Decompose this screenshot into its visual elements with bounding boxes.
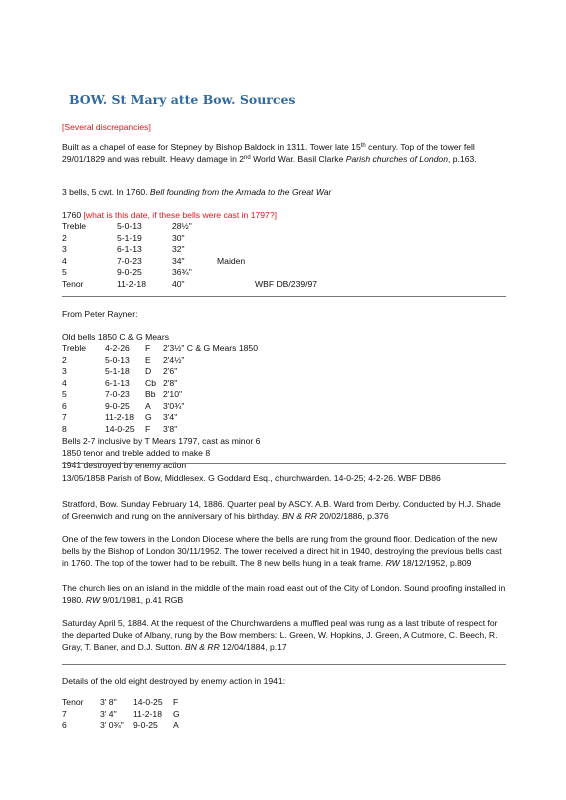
ring-1760-row-weight: 6-1-13 [117, 244, 142, 254]
rayer-row [62, 343, 258, 355]
rayer-row-weight: 5-1-18 [105, 366, 130, 376]
rayer-row-weight: 5-0-13 [105, 354, 130, 365]
entry-1884-source: BN & RR [184, 642, 220, 652]
entry-1884 [62, 617, 510, 653]
rayer-row-note: E [145, 354, 151, 365]
section-divider-3 [62, 664, 506, 665]
old-eight-row-weight: 14-0-25 [133, 697, 163, 707]
intro-book-title: Parish churches of London [345, 154, 448, 164]
intro-sup-2: nd [244, 155, 251, 161]
ring-1760-row-diam: 36¾" [172, 267, 192, 277]
ring-1760-table [62, 221, 317, 290]
old-eight-row-note: F [173, 697, 179, 707]
ring-1760-row-extra [217, 267, 317, 279]
rayer-row-note: F [145, 343, 151, 353]
ring-1760-row-weight: 9-0-25 [117, 267, 142, 277]
ring-1760-row-extra [217, 221, 317, 233]
intro-text-2: century. Top of the tower fell 29/01/1829 and was rebuilt. Heavy damage in 2 [62, 142, 475, 164]
ring-1760-section [62, 209, 510, 290]
rayer-row-diam: 2'6" [163, 366, 178, 376]
rayer-row-diam: 2'3½" C & G Mears 1850 [163, 343, 258, 353]
rayer-row-diam: 3'0¾" [163, 400, 185, 411]
rayer-table [62, 343, 258, 435]
old-eight-row-note: A [173, 720, 179, 730]
ring-1760-query: [what is this date, if these bells were cast in 1797?] [83, 210, 277, 220]
old-eight-row-diam: 3' 0¾" [100, 720, 124, 730]
ring-1760-row-bell: Treble [62, 221, 87, 231]
entry-1981-text: The church lies on an island in the middle of the main road east out of the City of London. Sound proofing installed in 1980. [62, 583, 506, 605]
rayer-row [62, 366, 258, 378]
rayer-section [62, 331, 510, 471]
rayer-foot-1: Bells 2-7 inclusive by T Mears 1797, cast as minor 6 [62, 436, 261, 446]
ring-1760-row [62, 279, 317, 291]
rayer-row-note: F [145, 423, 151, 434]
entry-1886-source: BN & RR [282, 511, 317, 521]
rayer-row-weight: 4-2-26 [105, 343, 130, 353]
ring-1760-row [62, 233, 317, 245]
ring-1760-row-bell: 4 [62, 255, 67, 266]
old-eight-row [62, 697, 180, 709]
rayer-row [62, 389, 258, 401]
ring-1760-row [62, 267, 317, 279]
rayer-subheading: Old bells 1850 C & G Mears [62, 332, 169, 342]
old-eight-row-diam: 3' 4" [100, 708, 117, 719]
rayer-row-bell: 8 [62, 423, 67, 434]
rayer-row [62, 355, 258, 367]
ring-1760-row-weight: 5-0-13 [117, 221, 142, 231]
old-eight-row-bell: 7 [62, 708, 67, 719]
entry-1952 [62, 533, 510, 569]
entry-1884-text: Saturday April 5, 1884. At the request of the Churchwardens a muffled peal was rung as a last tribute of respect for the departed Duke of Albany, rung by the Bow members: L. Green, W. Hopkins, J. Green, A Cutmore, C. Beech, R. Gray, T. Baner, and D.J. Sutton. [62, 618, 498, 652]
ring-1760-year: 1760 [62, 210, 82, 220]
ring-1760-row [62, 221, 317, 233]
intro-text-1: Built as a chapel of ease for Stepney by Bishop Baldock in 1311. Tower late 15 [62, 142, 361, 152]
ring-1760-row-bell: 5 [62, 267, 67, 277]
entry-1981 [62, 582, 510, 606]
ring-1760-row [62, 256, 317, 268]
entry-1886-text: Stratford, Bow. Sunday February 14, 1886. Quarter peal by ASCY. A.B. Ward from Derby. Conducted by H.J. Shade of Greenwich and rung on the anniversary of his birthday. [62, 499, 501, 521]
old-eight-row-bell: Tenor [62, 697, 84, 707]
rayer-foot-2: 1850 tenor and treble added to make 8 [62, 448, 211, 458]
old-eight-row-bell: 6 [62, 720, 67, 730]
rayer-row-note: A [145, 400, 151, 411]
rayer-row [62, 412, 258, 424]
rayer-row-weight: 6-1-13 [105, 377, 130, 388]
rayer-row-note: D [145, 366, 152, 376]
rayer-row-note: Cb [145, 377, 156, 388]
rayer-row-weight: 9-0-25 [105, 400, 130, 411]
old-eight-row-diam: 3' 8" [100, 697, 117, 707]
rayer-row-weight: 11-2-18 [105, 412, 134, 422]
rayer-row [62, 424, 258, 436]
entry-1884-ref: 12/04/1884, p.17 [219, 642, 287, 652]
intro-text-3: World War. Basil Clarke [250, 154, 346, 164]
rayer-row-weight: 14-0-25 [105, 423, 135, 434]
rayer-row-diam: 2'8" [163, 377, 178, 388]
ring-1760-header [62, 209, 510, 221]
rayer-row-bell: 2 [62, 354, 67, 365]
ring-1760-row-extra [217, 233, 317, 245]
ring-1760-row-extra: WBF DB/239/97 [255, 278, 318, 289]
old-eight-row-weight: 9-0-25 [133, 720, 158, 730]
ring-1760-row-weight: 5-1-19 [117, 232, 142, 243]
rayer-row-diam: 3'4" [163, 412, 178, 422]
entry-1952-ref: 18/12/1952, p.809 [399, 558, 472, 568]
old-eight-heading: Details of the old eight destroyed by enemy action in 1941: [62, 676, 286, 686]
ring-1760-row-bell: 2 [62, 232, 67, 243]
rayer-row-bell: Treble [62, 343, 87, 353]
entry-1952-source: RW [385, 558, 400, 568]
ring-1760-row-bell: 3 [62, 244, 67, 254]
ring-1760-row-extra [217, 244, 317, 256]
section-divider-2 [62, 463, 506, 464]
rayer-row-diam: 2'10" [163, 389, 183, 399]
ring-1760-row-diam: 28½" [172, 221, 192, 231]
rayer-row-diam: 3'8" [163, 423, 178, 434]
entry-1952-text: One of the few towers in the London Diocese where the bells are rung from the ground floor. Dedication of the new bells by the Bishop of London 30/11/1952. The tower received a direct hit in 1940, destroying the previous bells cast in 1760. The top of the tower had to be rebuilt. The 8 new bells hung in a teak frame. [62, 534, 502, 568]
intro-sup-1: th [360, 143, 366, 149]
entry-1981-source: RW [85, 595, 101, 605]
rayer-row-diam: 2'4½" [163, 354, 185, 365]
old-eight-row-weight: 11-2-18 [133, 708, 162, 719]
discrepancy-note: [Several discrepancies] [62, 122, 151, 132]
entry-1981-ref: 9/01/1981, p.41 RGB [100, 595, 184, 605]
ring-1760-row-bell: Tenor [62, 278, 84, 289]
rayer-row-note: G [145, 412, 152, 422]
rayer-row-bell: 3 [62, 366, 67, 376]
old-eight-row-note: G [173, 708, 180, 719]
bells-line-book: Bell founding from the Armada to the Great War [149, 187, 332, 197]
rayer-foot-3: 1941 destroyed by enemy action [62, 460, 187, 470]
rayer-heading: From Peter Rayner: [62, 309, 138, 319]
ring-1760-row-diam: 34" [172, 255, 185, 266]
ring-1760-row-weight: 11-2-18 [117, 278, 146, 289]
intro-text-4: , p.163. [448, 154, 477, 164]
rayer-row [62, 401, 258, 413]
rayer-row-weight: 7-0-23 [105, 389, 130, 399]
ring-1760-row-extra: Maiden [217, 255, 246, 266]
ring-1760-row [62, 244, 317, 256]
rayer-row-bell: 6 [62, 400, 67, 411]
entry-1886-ref: 20/02/1886, p.376 [316, 511, 389, 521]
page-title: BOW. St Mary atte Bow. Sources [69, 92, 296, 107]
intro-paragraph [62, 141, 510, 165]
entry-1886 [62, 498, 510, 522]
ring-1760-row-diam: 40" [172, 278, 185, 289]
old-eight-table [62, 697, 180, 732]
ring-1760-row-diam: 32" [172, 244, 185, 254]
old-eight-section [62, 697, 510, 732]
rayer-row-bell: 5 [62, 389, 67, 399]
old-eight-row [62, 720, 180, 732]
rayer-row-note: Bb [145, 389, 156, 399]
ring-1760-row-diam: 30" [172, 232, 185, 243]
bells-line-text: 3 bells, 5 cwt. In 1760. [62, 187, 150, 197]
section-divider-1 [62, 296, 506, 297]
entry-1858: 13/05/1858 Parish of Bow, Middlesex. G Goddard Esq., churchwarden. 14-0-25; 4-2-26. WBF DB86 [62, 473, 441, 483]
rayer-row [62, 378, 258, 390]
ring-1760-row-weight: 7-0-23 [117, 255, 142, 266]
rayer-row-bell: 4 [62, 377, 67, 388]
old-eight-row [62, 709, 180, 721]
rayer-row-bell: 7 [62, 412, 67, 422]
bells-line [62, 186, 510, 198]
